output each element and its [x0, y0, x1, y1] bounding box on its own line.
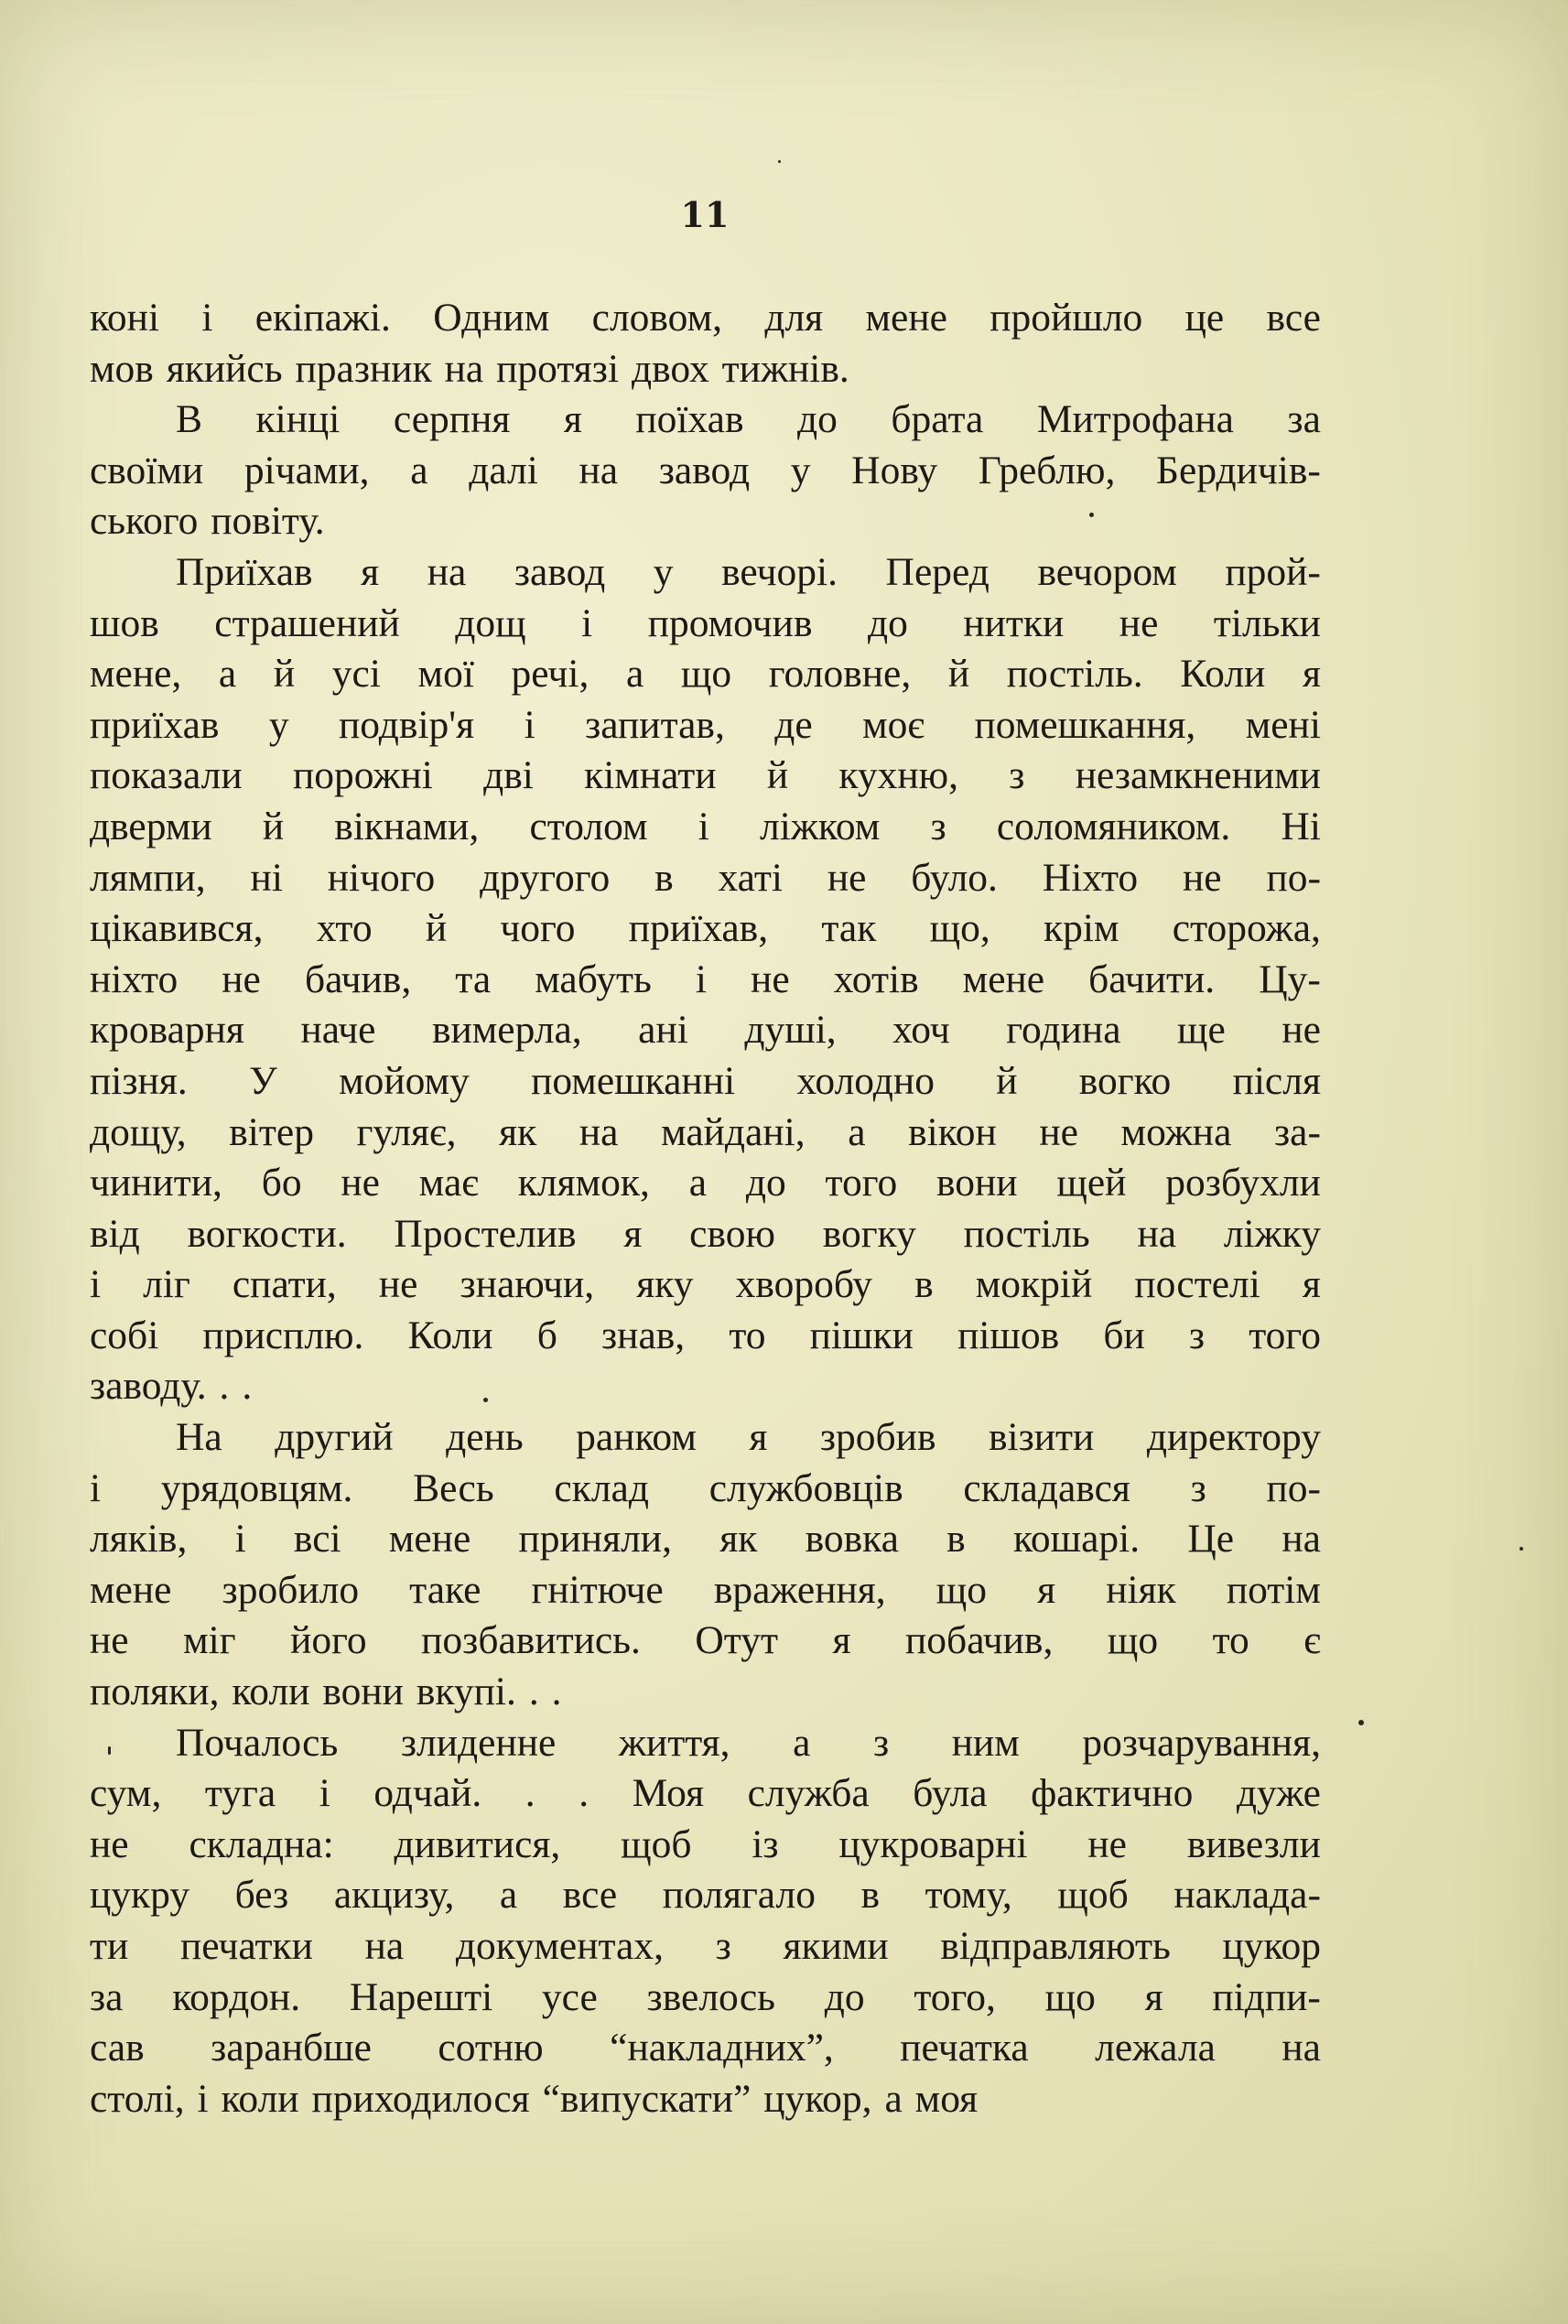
text-line: коні і екіпажі. Одним словом, для мене пройшло це все — [90, 296, 1321, 340]
text-line: дверми й вікнами, столом і ліжком з соломяником. Ні — [90, 804, 1321, 849]
print-speck — [483, 1398, 488, 1402]
text-line: приїхав у подвір'я і запитав, де моє помешкання, мені — [90, 702, 1321, 747]
print-speck — [1519, 1547, 1523, 1551]
print-speck — [1089, 513, 1094, 517]
text-line: лямпи, ні нічого другого в хаті не було. Ніхто не по- — [90, 855, 1321, 900]
text-line: мов якийсь празник на протязі двох тижнів. — [90, 346, 849, 391]
text-line: На другий день ранком я зробив візити директору — [176, 1415, 1321, 1460]
text-line: і ліг спати, не знаючи, яку хворобу в мокрій постелі я — [90, 1262, 1321, 1307]
page-number: 11 — [680, 194, 730, 235]
text-line: дощу, вітер гуляє, як на майдані, а вікон не можна за- — [90, 1109, 1321, 1154]
text-line: чинити, бо не має клямок, а до того вони щей розбухли — [90, 1161, 1321, 1205]
text-line: кроварня наче вимерла, ані душі, хоч година ще не — [90, 1008, 1321, 1053]
print-speck — [778, 160, 781, 163]
text-line: Приїхав я на завод у вечорі. Перед вечором прой- — [176, 549, 1321, 594]
text-line: ського повіту. — [90, 499, 325, 544]
text-line: ляків, і всі мене приняли, як вовка в кошарі. Це на — [90, 1517, 1321, 1562]
text-line: шов страшений дощ і промочив до нитки не тільки — [90, 600, 1321, 645]
paragraph — [90, 1718, 1321, 2125]
text-line: ти печатки на документах, з якими відправляють цукор — [90, 1924, 1321, 1968]
paragraph — [90, 547, 1321, 1412]
paragraph — [90, 1412, 1321, 1718]
text-line: за кордон. Нарешті усе звелось до того, що я підпи- — [90, 1974, 1321, 2019]
text-line: і урядовцям. Весь склад службовців складався з по- — [90, 1465, 1321, 1510]
text-line: від вогкости. Простелив я свою вогку постіль на ліжку — [90, 1211, 1321, 1256]
text-line: своїми річами, а далі на завод у Нову Греблю, Бердичів- — [90, 448, 1321, 492]
print-speck — [1358, 1720, 1364, 1725]
text-line: не міг його позбавитись. Отут я побачив, що то є — [90, 1618, 1321, 1663]
text-line: заводу. . . — [90, 1364, 253, 1409]
text-line: ніхто не бачив, та мабуть і не хотів мене бачити. Цу- — [90, 957, 1321, 1001]
text-line: сум, туга і одчай. . . Моя служба була фактично дуже — [90, 1771, 1321, 1816]
text-line: мене зробило таке гнітюче враження, що я ніяк потім — [90, 1567, 1321, 1612]
text-line: Почалось злиденне життя, а з ним розчарування, — [176, 1720, 1321, 1765]
print-speck — [108, 1746, 111, 1755]
page-body-text — [90, 293, 1321, 2124]
text-line: сав заранбше сотню “накладних”, печатка лежала на — [90, 2026, 1321, 2070]
text-line: пізня. У мойому помешканні холодно й вогко після — [90, 1058, 1321, 1103]
text-line: не складна: дивитися, щоб із цукроварні не вивезли — [90, 1821, 1321, 1866]
text-line: цукру без акцизу, а все полягало в тому, щоб наклада- — [90, 1873, 1321, 1918]
text-line: В кінці серпня я поїхав до брата Митрофана за — [176, 397, 1321, 442]
paragraph — [90, 293, 1321, 395]
text-line: цікавився, хто й чого приїхав, так що, крім сторожа, — [90, 906, 1321, 951]
text-line: поляки, коли вони вкупі. . . — [90, 1670, 562, 1714]
paragraph — [90, 395, 1321, 547]
text-line: собі присплю. Коли б знав, то пішки пішов би з того — [90, 1313, 1321, 1357]
text-line: столі, і коли приходилося “випускати” цукор, а моя — [90, 2076, 979, 2121]
text-line: показали порожні дві кімнати й кухню, з незамкненими — [90, 753, 1321, 798]
text-line: мене, а й усі мої речі, а що головне, й постіль. Коли я — [90, 652, 1321, 697]
